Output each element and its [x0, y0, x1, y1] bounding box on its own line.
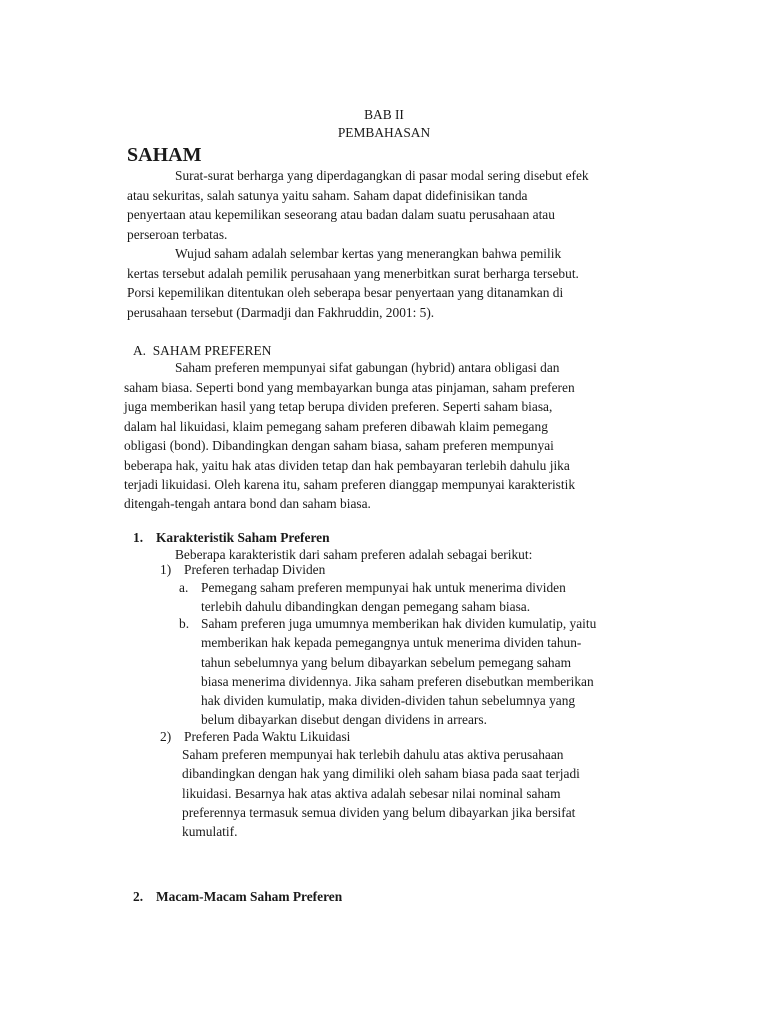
- text-line: biasa menerima dividennya. Jika saham preferen disebutkan memberikan: [201, 674, 594, 689]
- subsection-heading: Karakteristik Saham Preferen: [156, 530, 330, 545]
- list-marker: a.: [179, 580, 189, 595]
- text-line: Wujud saham adalah selembar kertas yang menerangkan bahwa pemilik: [175, 246, 562, 261]
- text-line: obligasi (bond). Dibandingkan dengan saham biasa, saham preferen mempunyai: [124, 438, 554, 453]
- chapter-label: BAB II: [364, 107, 404, 122]
- list-number: 1.: [133, 530, 144, 545]
- text-line: terlebih dahulu dibandingkan dengan pemegang saham biasa.: [201, 599, 531, 614]
- text-line: Pemegang saham preferen mempunyai hak untuk menerima dividen: [201, 580, 566, 595]
- subsection-heading: Macam-Macam Saham Preferen: [156, 889, 343, 904]
- page-title: SAHAM: [127, 144, 202, 166]
- section-heading: A. SAHAM PREFEREN: [133, 343, 272, 358]
- text-line: kumulatif.: [182, 824, 238, 839]
- text-line: kertas tersebut adalah pemilik perusahaan yang menerbitkan surat berharga tersebut.: [127, 266, 579, 281]
- list-item-label: Preferen Pada Waktu Likuidasi: [184, 729, 351, 744]
- list-item-label: Preferen terhadap Dividen: [184, 562, 326, 577]
- text-line: ditengah-tengah antara bond dan saham biasa.: [124, 496, 371, 511]
- text-line: perusahaan tersebut (Darmadji dan Fakhruddin, 2001: 5).: [127, 305, 435, 320]
- text-line: memberikan hak kepada pemegangnya untuk menerima dividen tahun-: [201, 635, 582, 650]
- text-line: hak dividen kumulatip, maka dividen-dividen tahun sebelumnya yang: [201, 693, 576, 708]
- section-label: PEMBAHASAN: [337, 125, 431, 140]
- text-line: dalam hal likuidasi, klaim pemegang saham preferen dibawah klaim pemegang: [124, 419, 548, 434]
- text-line: likuidasi. Besarnya hak atas aktiva adalah sebesar nilai nominal saham: [182, 786, 561, 801]
- list-marker: b.: [179, 616, 190, 631]
- text-line: belum dibayarkan disebut dengan dividens in arrears.: [201, 712, 487, 727]
- list-number: 1): [160, 562, 172, 577]
- text-line: perseroan terbatas.: [127, 227, 228, 242]
- text-line: saham biasa. Seperti bond yang membayarkan bunga atas pinjaman, saham preferen: [124, 380, 575, 395]
- text-line: Beberapa karakteristik dari saham preferen adalah sebagai berikut:: [175, 547, 533, 562]
- list-number: 2): [160, 729, 172, 744]
- text-line: dibandingkan dengan hak yang dimiliki oleh saham biasa pada saat terjadi: [182, 766, 580, 781]
- text-line: Saham preferen mempunyai sifat gabungan (hybrid) antara obligasi dan: [175, 360, 560, 375]
- text-line: preferennya termasuk semua dividen yang belum dibayarkan jika bersifat: [182, 805, 576, 820]
- text-line: Porsi kepemilikan ditentukan oleh seberapa besar penyertaan yang ditanamkan di: [127, 285, 564, 300]
- text-line: Saham preferen mempunyai hak terlebih dahulu atas aktiva perusahaan: [182, 747, 564, 762]
- list-number: 2.: [133, 889, 144, 904]
- text-line: juga memberikan hasil yang tetap berupa dividen preferen. Seperti saham biasa,: [124, 399, 553, 414]
- text-line: Saham preferen juga umumnya memberikan hak dividen kumulatip, yaitu: [201, 616, 597, 631]
- text-line: atau sekuritas, salah satunya yaitu saham. Saham dapat didefinisikan tanda: [127, 188, 528, 203]
- text-line: terjadi likuidasi. Oleh karena itu, saham preferen dianggap mempunyai karakteristik: [124, 477, 576, 492]
- text-line: penyertaan atau kepemilikan seseorang atau badan dalam suatu perusahaan atau: [127, 207, 555, 222]
- text-line: tahun sebelumnya yang belum dibayarkan sebelum pemegang saham: [201, 655, 571, 670]
- text-line: Surat-surat berharga yang diperdagangkan di pasar modal sering disebut efek: [175, 168, 589, 183]
- text-line: beberapa hak, yaitu hak atas dividen tetap dan hak pembayaran terlebih dahulu jika: [124, 458, 570, 473]
